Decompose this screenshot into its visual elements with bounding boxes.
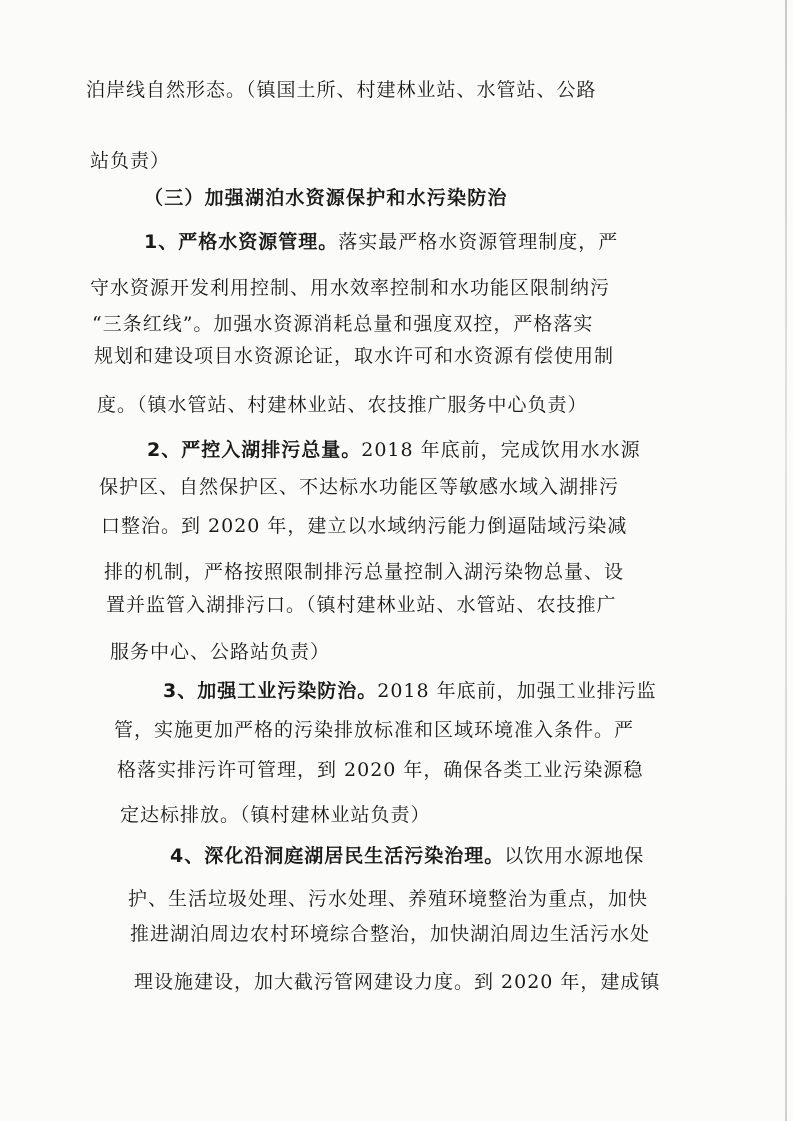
paragraph-lead: 3、加强工业污染防治。 [163, 680, 378, 702]
paragraph-start: 2、严控入湖排污总量。2018 年底前，完成饮用水水源 [147, 439, 641, 461]
text-line: 置并监管入湖排污口。（镇村建林业站、水管站、农技推广 [106, 594, 617, 616]
paragraph-start: 1、严格水资源管理。落实最严格水资源管理制度，严 [144, 231, 619, 253]
text-line: 泊岸线自然形态。（镇国土所、村建林业站、水管站、公路 [86, 79, 597, 101]
text-line: 理设施建设，加大截污管网建设力度。到 2020 年，建成镇 [134, 971, 661, 993]
text-line: 推进湖泊周边农村环境综合整治，加快湖泊周边生活污水处 [130, 923, 651, 945]
text-line: 服务中心、公路站负责） [110, 641, 331, 663]
text-line: 站负责） [90, 150, 171, 172]
paragraph-start: 3、加强工业污染防治。2018 年底前，加强工业排污监 [163, 680, 657, 702]
section-heading: （三）加强湖泊水资源保护和水污染防治 [144, 187, 508, 209]
text-line: 保护区、自然保护区、不达标水功能区等敏感水域入湖排污 [99, 476, 620, 498]
text-line: “三条红线”。加强水资源消耗总量和强度双控，严格落实 [92, 313, 594, 335]
text-line: 定达标排放。（镇村建林业站负责） [120, 804, 431, 826]
paragraph-lead: 4、深化沿洞庭湖居民生活污染治理。 [170, 845, 505, 867]
paragraph-lead: 2、严控入湖排污总量。 [147, 439, 362, 461]
paragraph-lead: 1、严格水资源管理。 [144, 231, 339, 253]
text-line: 度。（镇水管站、村建林业站、农技推广服务中心负责） [97, 394, 588, 416]
text-line: 排的机制，严格按照限制排污总量控制入湖污染物总量、设 [104, 561, 625, 583]
text-line: 管，实施更加严格的污染排放标准和区域环境准入条件。严 [114, 719, 635, 741]
text-line: 格落实排污许可管理，到 2020 年，确保各类工业污染源稳 [117, 759, 644, 781]
page-edge-shadow [785, 0, 787, 1121]
paragraph-start: 4、深化沿洞庭湖居民生活污染治理。以饮用水源地保 [170, 845, 645, 867]
text-line: 口整治。到 2020 年，建立以水域纳污能力倒逼陆域污染减 [101, 515, 628, 537]
text-line: 守水资源开发利用控制、用水效率控制和水功能区限制纳污 [90, 277, 611, 299]
text-line: 规划和建设项目水资源论证，取水许可和水资源有偿使用制 [94, 345, 615, 367]
text-line: 护、生活垃圾处理、污水处理、养殖环境整治为重点，加快 [128, 888, 649, 910]
